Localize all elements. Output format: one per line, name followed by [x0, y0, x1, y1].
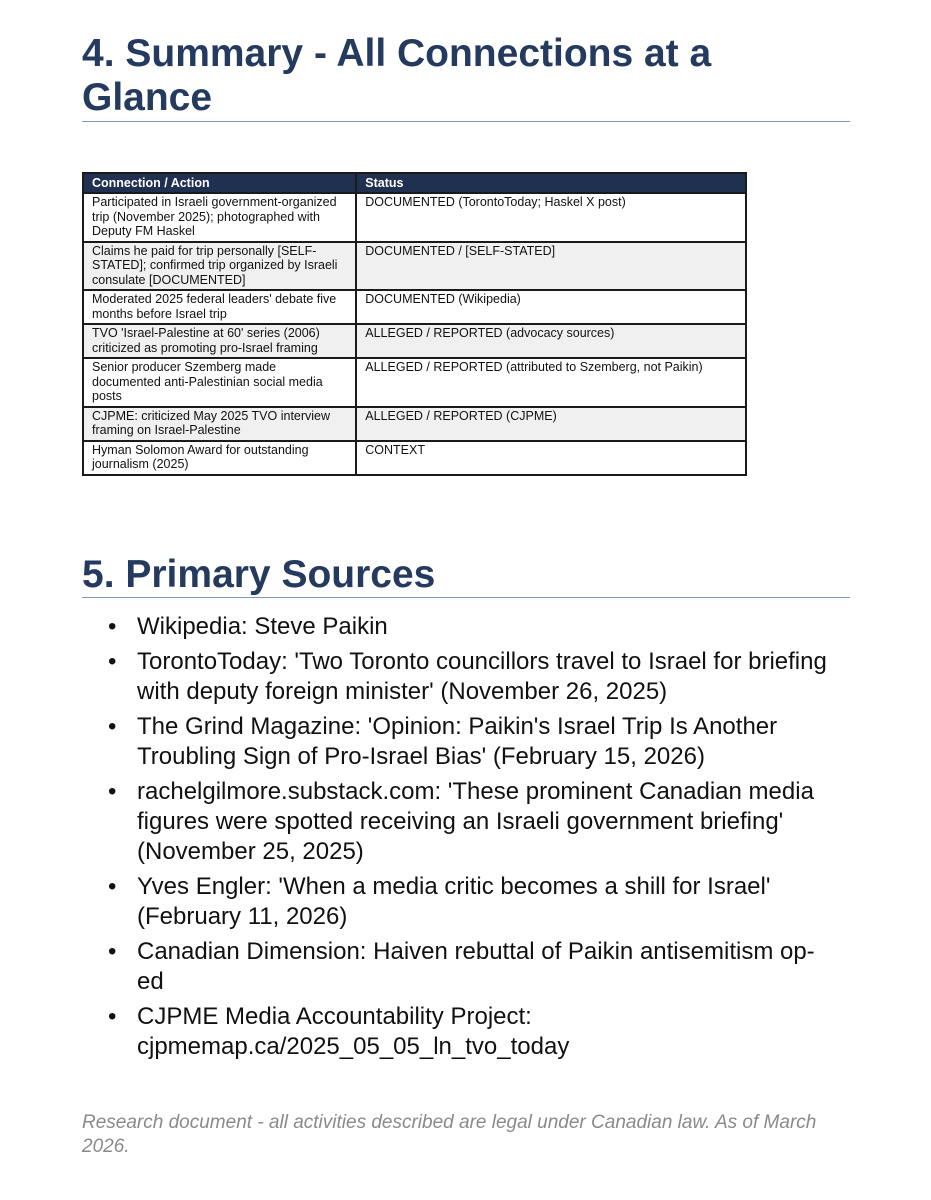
connections-summary-table — [82, 172, 747, 476]
connection-cell: Senior producer Szemberg made documented anti-Palestinian social media posts — [83, 358, 356, 407]
table-row — [83, 358, 746, 407]
table-header-row — [83, 173, 746, 193]
column-header-status: Status — [356, 173, 746, 193]
source-text: The Grind Magazine: 'Opinion: Paikin's Israel Trip Is Another Troubling Sign of Pro-Israel Bias' (February 15, 2026) — [137, 713, 778, 770]
bullet-icon: • — [108, 613, 117, 640]
section-4-divider — [82, 121, 850, 122]
status-cell: DOCUMENTED / [SELF-STATED] — [356, 242, 746, 291]
primary-sources-list — [108, 612, 838, 1067]
bullet-icon: • — [108, 1003, 117, 1030]
table-row — [83, 242, 746, 291]
bullet-icon: • — [108, 713, 117, 740]
status-cell: DOCUMENTED (TorontoToday; Haskel X post) — [356, 193, 746, 242]
source-text: Canadian Dimension: Haiven rebuttal of Paikin antisemitism op-ed — [137, 938, 815, 995]
footer-note: Research document - all activities described are legal under Canadian law. As of March 2026. — [82, 1112, 817, 1157]
connection-cell: Claims he paid for trip personally [SELF-STATED]; confirmed trip organized by Israeli consulate [DOCUMENTED] — [83, 242, 356, 291]
list-item — [108, 937, 838, 997]
table-row — [83, 324, 746, 358]
list-item — [108, 1002, 838, 1062]
list-item — [108, 647, 838, 707]
bullet-icon: • — [108, 778, 117, 805]
source-text: rachelgilmore.substack.com: 'These prominent Canadian media figures were spotted receiving an Israeli government briefing' (November 25, 2025) — [137, 778, 814, 865]
connection-cell: Participated in Israeli government-organized trip (November 2025); photographed with Deputy FM Haskel — [83, 193, 356, 242]
status-cell: ALLEGED / REPORTED (advocacy sources) — [356, 324, 746, 358]
source-text: TorontoToday: 'Two Toronto councillors travel to Israel for briefing with deputy foreign minister' (November 26, 2025) — [137, 648, 827, 705]
bullet-icon: • — [108, 873, 117, 900]
connection-cell: Hyman Solomon Award for outstanding journalism (2025) — [83, 441, 356, 475]
connection-cell: CJPME: criticized May 2025 TVO interview framing on Israel-Palestine — [83, 407, 356, 441]
status-cell: DOCUMENTED (Wikipedia) — [356, 290, 746, 324]
source-text: Wikipedia: Steve Paikin — [137, 613, 388, 640]
list-item — [108, 872, 838, 932]
connection-cell: TVO 'Israel-Palestine at 60' series (2006) criticized as promoting pro-Israel framing — [83, 324, 356, 358]
connection-cell: Moderated 2025 federal leaders' debate five months before Israel trip — [83, 290, 356, 324]
source-text: CJPME Media Accountability Project: cjpmemap.ca/2025_05_05_ln_tvo_today — [137, 1003, 570, 1060]
source-text: Yves Engler: 'When a media critic becomes a shill for Israel' (February 11, 2026) — [137, 873, 771, 930]
table-row — [83, 407, 746, 441]
status-cell: CONTEXT — [356, 441, 746, 475]
table-row — [83, 441, 746, 475]
list-item — [108, 712, 838, 772]
section-4-heading: 4. Summary - All Connections at a Glance — [82, 32, 712, 119]
column-header-connection: Connection / Action — [83, 173, 356, 193]
status-cell: ALLEGED / REPORTED (CJPME) — [356, 407, 746, 441]
table-row — [83, 290, 746, 324]
list-item — [108, 612, 838, 642]
status-cell: ALLEGED / REPORTED (attributed to Szemberg, not Paikin) — [356, 358, 746, 407]
table-row — [83, 193, 746, 242]
bullet-icon: • — [108, 648, 117, 675]
bullet-icon: • — [108, 938, 117, 965]
section-5-divider — [82, 597, 850, 598]
section-5-heading: 5. Primary Sources — [82, 553, 436, 596]
list-item — [108, 777, 838, 867]
